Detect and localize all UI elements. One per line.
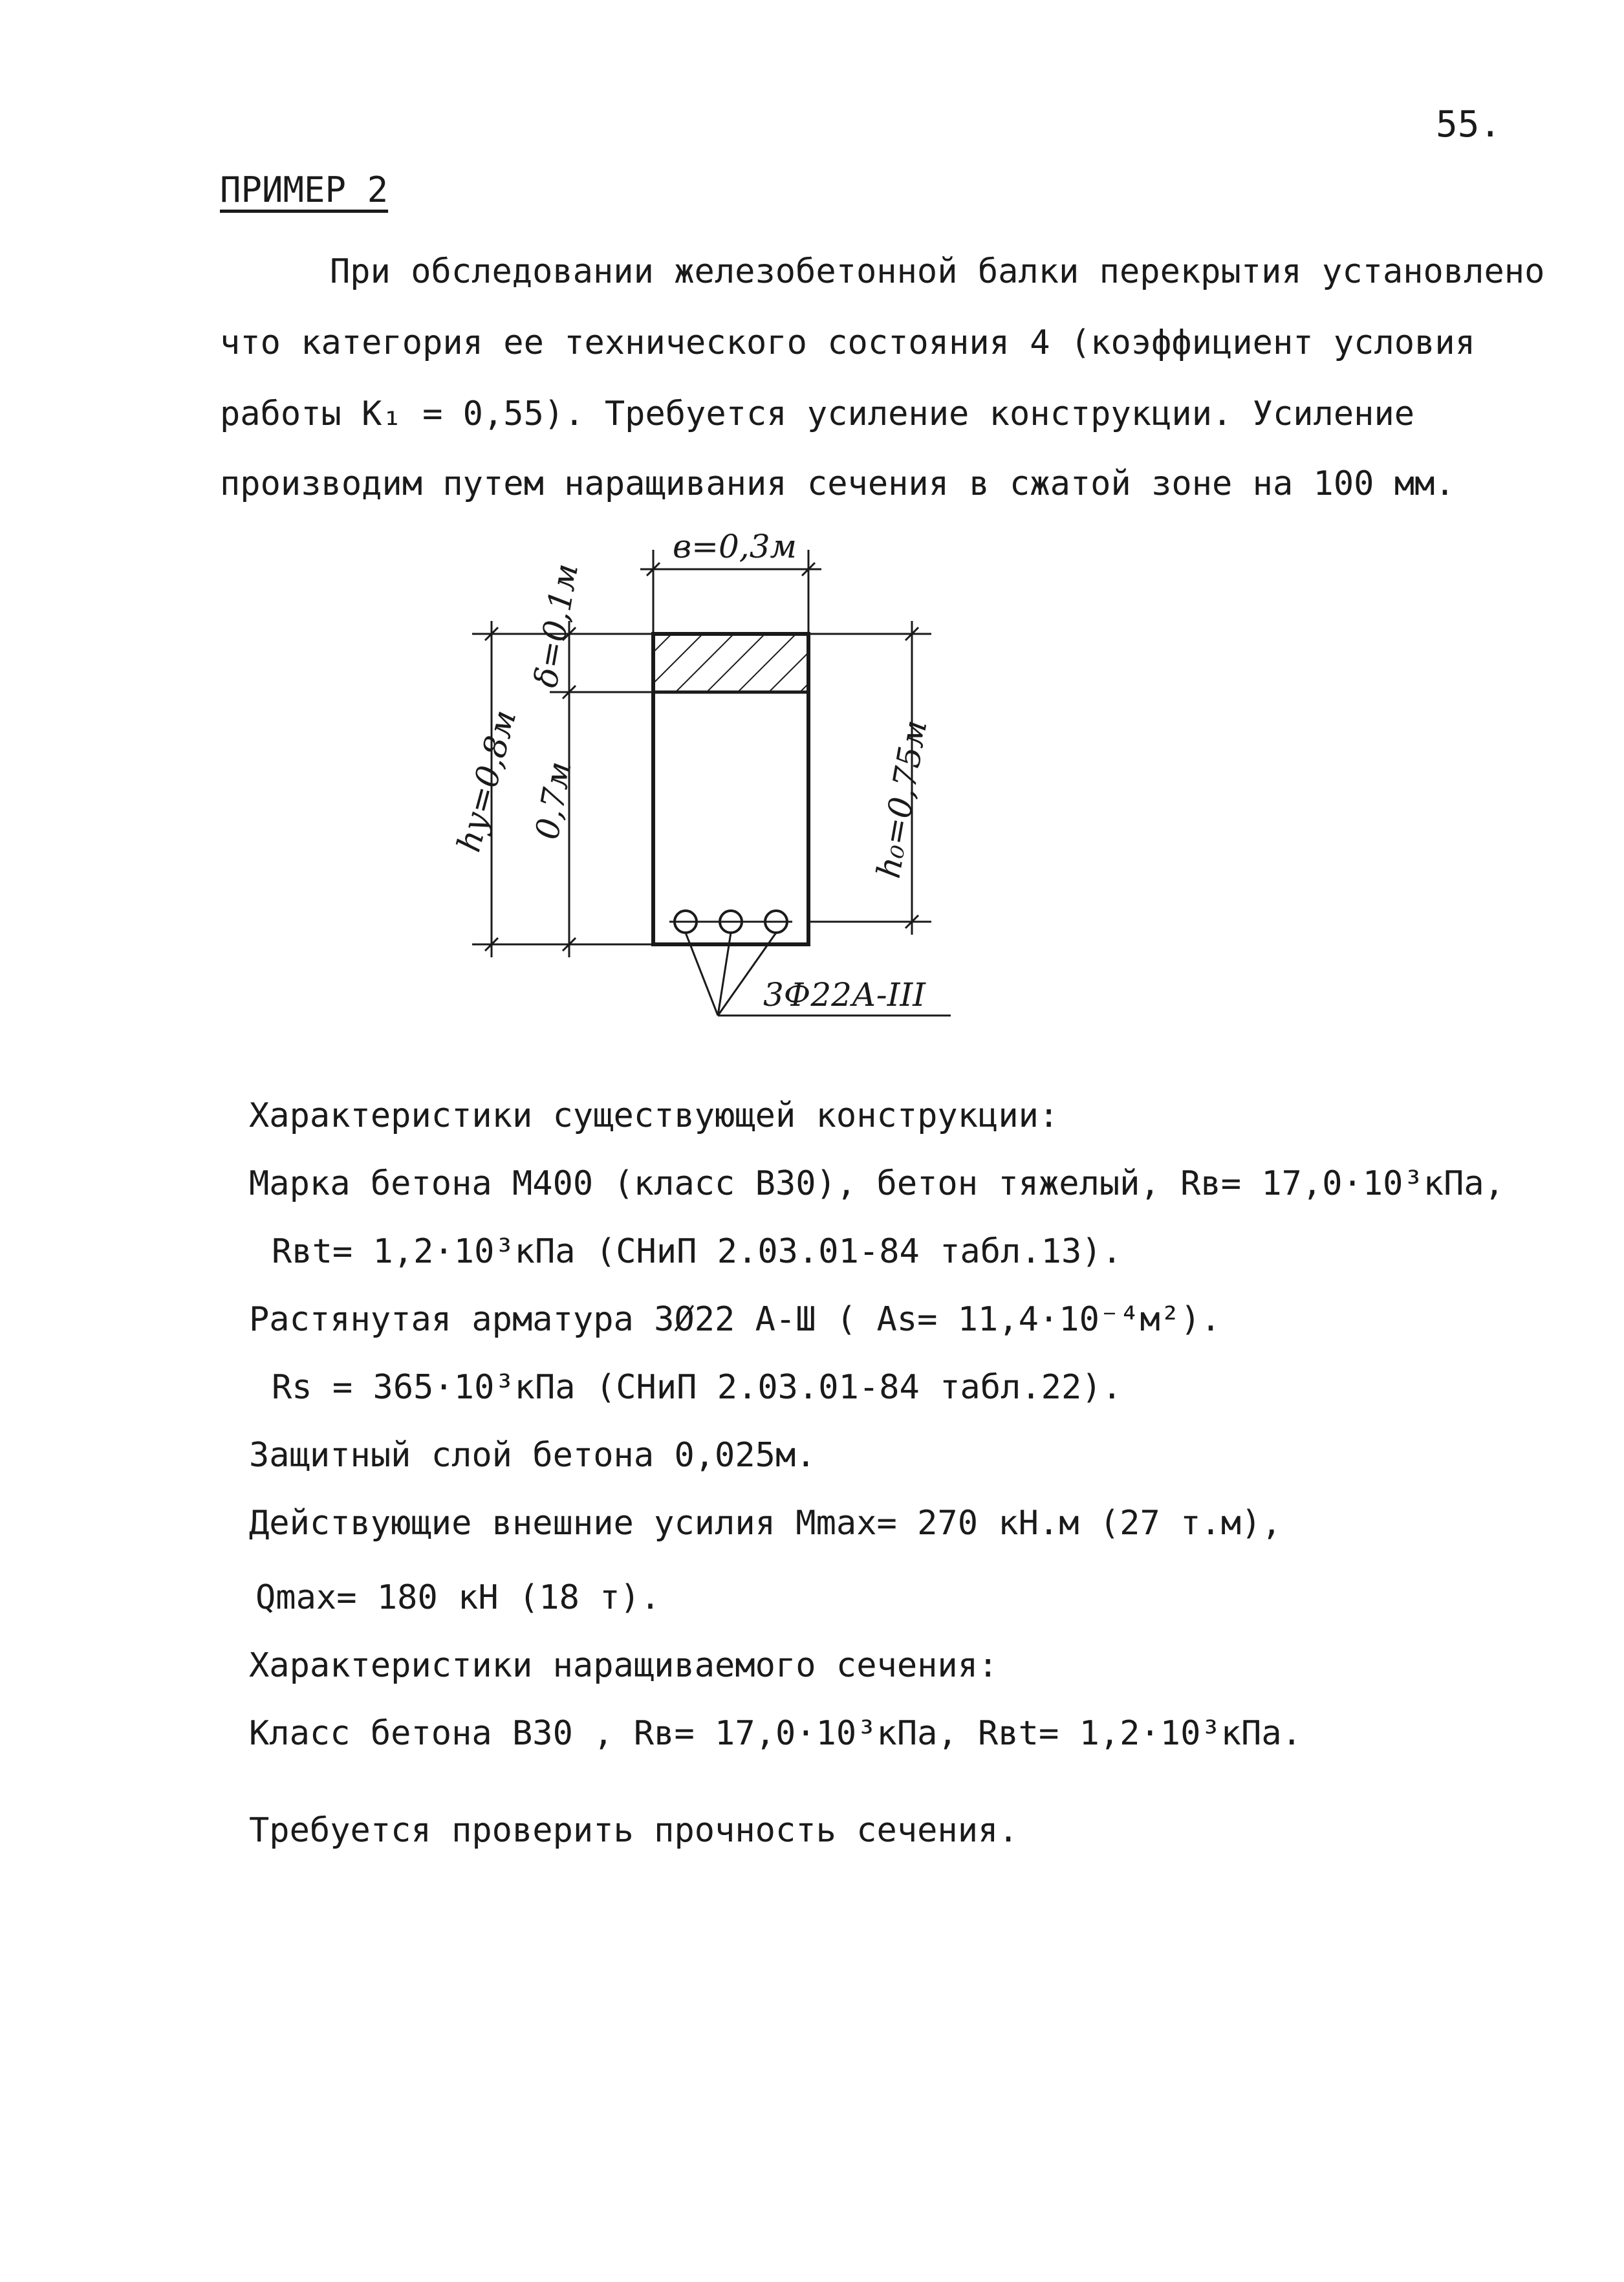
rebar-label: 3Ф22А-III [763,976,926,1014]
moment-line: Действующие внешние усилия Mmax= 270 кН.м (27 т.м), [249,1504,1282,1543]
intro-line-2: что категория ее технического состояния 4 (коэффициент условия [220,323,1476,362]
rbt-line: Rвt= 1,2·10³кПа (СНиП 2.03.01-84 табл.13). [272,1232,1122,1271]
example-heading: ПРИМЕР 2 [220,169,389,210]
added-layer-hatch [653,634,808,692]
beam-section-diagram [414,517,996,1048]
concrete-grade-line: Марка бетона М400 (класс В30), бетон тяжелый, Rв= 17,0·10³кПа, [249,1164,1505,1203]
rs-line: Rs = 365·10³кПа (СНиП 2.03.01-84 табл.22). [272,1368,1122,1407]
intro-line-1: При обследовании железобетонной балки перекрытия установлено [330,252,1545,291]
existing-characteristics-heading: Характеристики существующей конструкции: [249,1096,1059,1135]
intro-line-4: производим путем наращивания сечения в сжатой зоне на 100 мм. [220,464,1455,503]
height-existing-label: 0,7м [528,758,579,843]
height-total-label: hу=0,8м [449,706,524,856]
effective-depth-label: h₀=0,75м [869,717,935,882]
cover-line: Защитный слой бетона 0,025м. [249,1436,816,1475]
rebar-area-line: Растянутая арматура 3Ø22 А-Ш ( As= 11,4·10⁻⁴м²). [249,1300,1221,1339]
delta-label: δ=0,1м [526,560,586,691]
shear-line: Qmax= 180 кН (18 т). [255,1578,661,1617]
intro-line-3: работы K₁ = 0,55). Требуется усиление конструкции. Усиление [220,395,1415,433]
width-label: в=0,3м [673,528,797,565]
check-strength-line: Требуется проверить прочность сечения. [249,1811,1019,1850]
added-section-heading: Характеристики наращиваемого сечения: [249,1646,999,1685]
page-number: 55. [1436,103,1502,146]
added-concrete-class-line: Класс бетона В30 , Rв= 17,0·10³кПа, Rвt= 1,2·10³кПа. [249,1714,1302,1753]
